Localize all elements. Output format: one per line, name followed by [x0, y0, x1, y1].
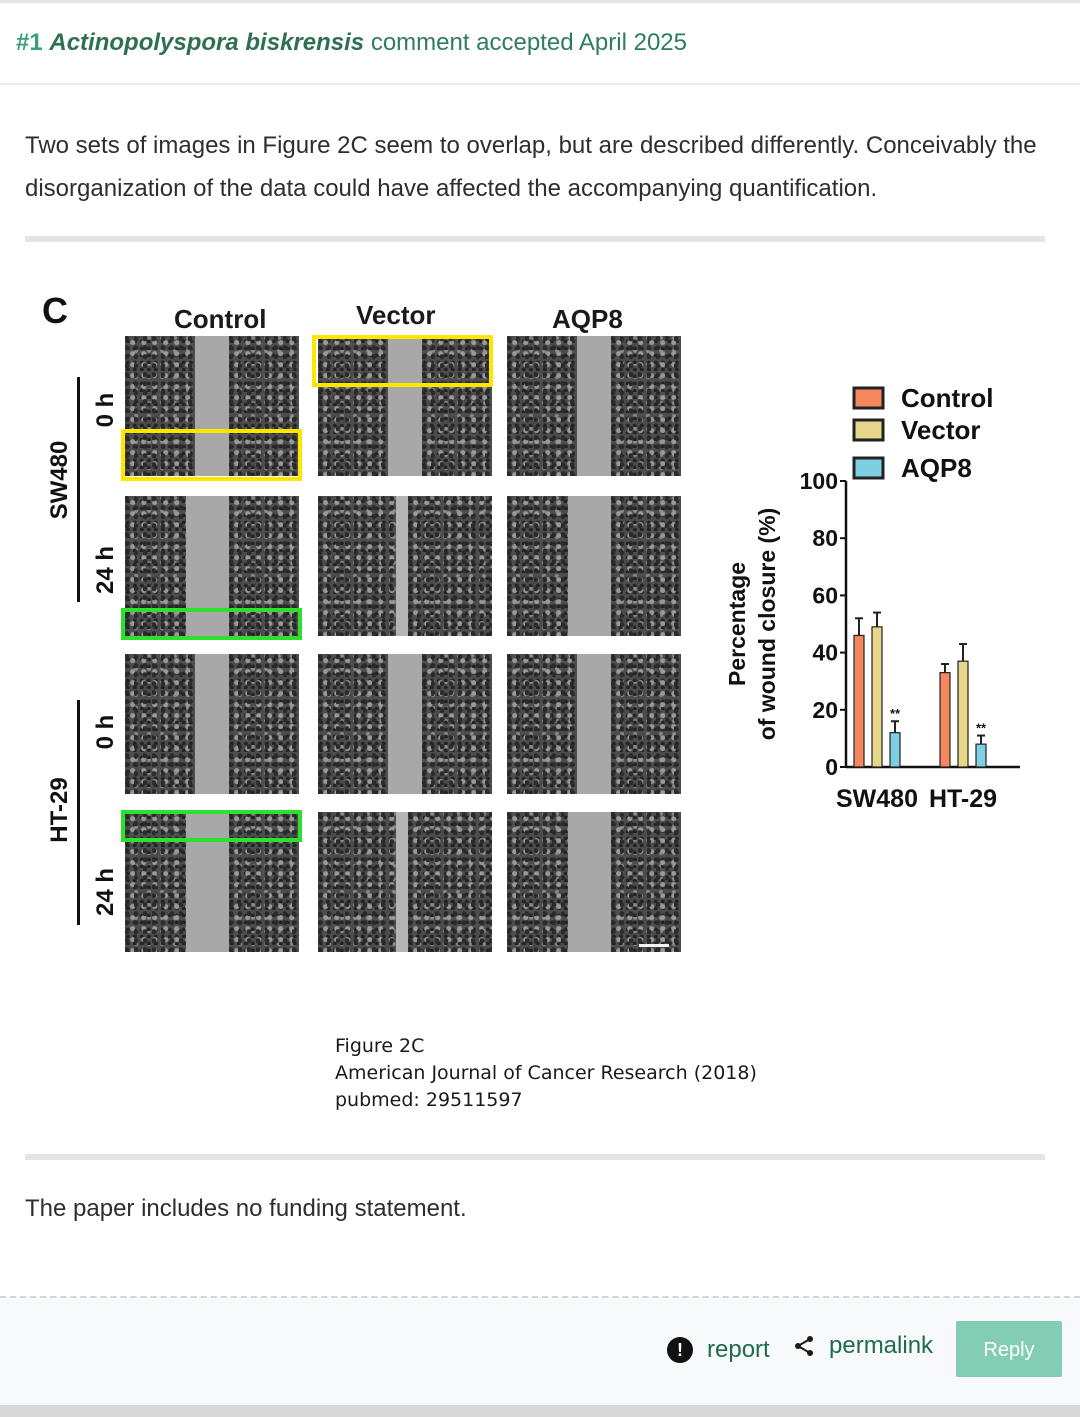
scale-bar: [639, 944, 669, 947]
legend-swatch: [854, 458, 883, 478]
permalink-label: permalink: [829, 1332, 934, 1359]
bracket-ht29: [77, 700, 80, 925]
row-label-ht29-24h: 24 h: [92, 867, 119, 917]
y-tick-label: 100: [799, 468, 838, 494]
comment-number[interactable]: #1: [16, 29, 43, 56]
y-tick-label: 40: [812, 639, 838, 666]
caption-line: pubmed: 29511597: [335, 1089, 523, 1111]
micrograph-ht29-0h-vector: [318, 654, 492, 794]
figure-image: [0, 250, 1080, 990]
comment-title: [16, 29, 687, 57]
column-label-vector: Vector: [356, 300, 436, 330]
comment-status: comment accepted April 2025: [370, 29, 687, 56]
bar: [854, 635, 864, 767]
micrograph-sw480-24h-vector: [318, 496, 492, 636]
comment-author[interactable]: Actinopolyspora biskrensis: [49, 29, 365, 56]
column-label-aqp8: AQP8: [552, 304, 623, 334]
figure-panel-letter: C: [42, 290, 68, 331]
row-label-sw480-24h: 24 h: [92, 545, 119, 595]
report-link[interactable]: [667, 1336, 770, 1364]
micrograph-ht29-0h-aqp8: [507, 654, 681, 794]
column-label-control: Control: [174, 304, 267, 334]
significance-marker: **: [975, 720, 987, 736]
legend-label: Control: [901, 383, 994, 413]
footer-shadow: [0, 1405, 1080, 1417]
wound-closure-bar-chart: [700, 360, 1060, 830]
y-axis-label: Percentage of wound closure (%): [724, 507, 780, 741]
bar: [890, 733, 900, 767]
highlight-box-yellow: [312, 335, 493, 387]
bracket-sw480: [77, 377, 80, 602]
highlight-box-green: [121, 608, 302, 640]
permalink-link[interactable]: [793, 1332, 933, 1360]
share-icon: [793, 1335, 815, 1357]
reply-button[interactable]: Reply: [956, 1321, 1062, 1377]
row-label-ht29: HT-29: [46, 777, 73, 843]
micrograph-ht29-24h-vector: [318, 812, 492, 952]
micrograph-sw480-24h-aqp8: [507, 496, 681, 636]
legend-swatch: [854, 420, 883, 440]
y-tick-label: 80: [812, 525, 838, 552]
legend-swatch: [854, 388, 883, 408]
micrograph-ht29-24h-aqp8: [507, 812, 681, 952]
bar: [958, 661, 968, 767]
comment-header: [0, 3, 1080, 85]
bar: [872, 627, 882, 767]
figure-caption: [335, 1033, 757, 1114]
comment-body: Two sets of images in Figure 2C seem to overlap, but are described differently. Conceivably the disorganization of the data could have affected the accompanying quantification.: [25, 132, 1037, 202]
bar: [976, 744, 986, 767]
x-category-label: HT-29: [928, 785, 998, 813]
caption-line: American Journal of Cancer Research (2018): [335, 1062, 757, 1084]
legend-label: Vector: [901, 415, 981, 445]
y-tick-label: 0: [825, 754, 838, 780]
row-label-ht29-0h: 0 h: [92, 714, 119, 750]
y-tick-label: 60: [812, 582, 838, 609]
report-label: report: [707, 1336, 770, 1363]
exclamation-circle-icon: !: [667, 1337, 693, 1363]
significance-marker: **: [889, 706, 901, 722]
divider: [25, 1154, 1045, 1160]
row-label-sw480-0h: 0 h: [92, 392, 119, 428]
divider: [25, 236, 1045, 242]
legend-label: AQP8: [901, 453, 972, 483]
highlight-box-yellow: [121, 429, 302, 481]
caption-line: Figure 2C: [335, 1035, 425, 1057]
micrograph-sw480-0h-aqp8: [507, 336, 681, 476]
micrograph-ht29-0h-control: [125, 654, 299, 794]
bar: [940, 673, 950, 767]
row-label-sw480: SW480: [46, 440, 73, 520]
highlight-box-green: [121, 810, 302, 842]
funding-statement: The paper includes no funding statement.: [25, 1195, 467, 1222]
x-category-label: SW480: [836, 785, 918, 813]
y-tick-label: 20: [812, 696, 838, 723]
